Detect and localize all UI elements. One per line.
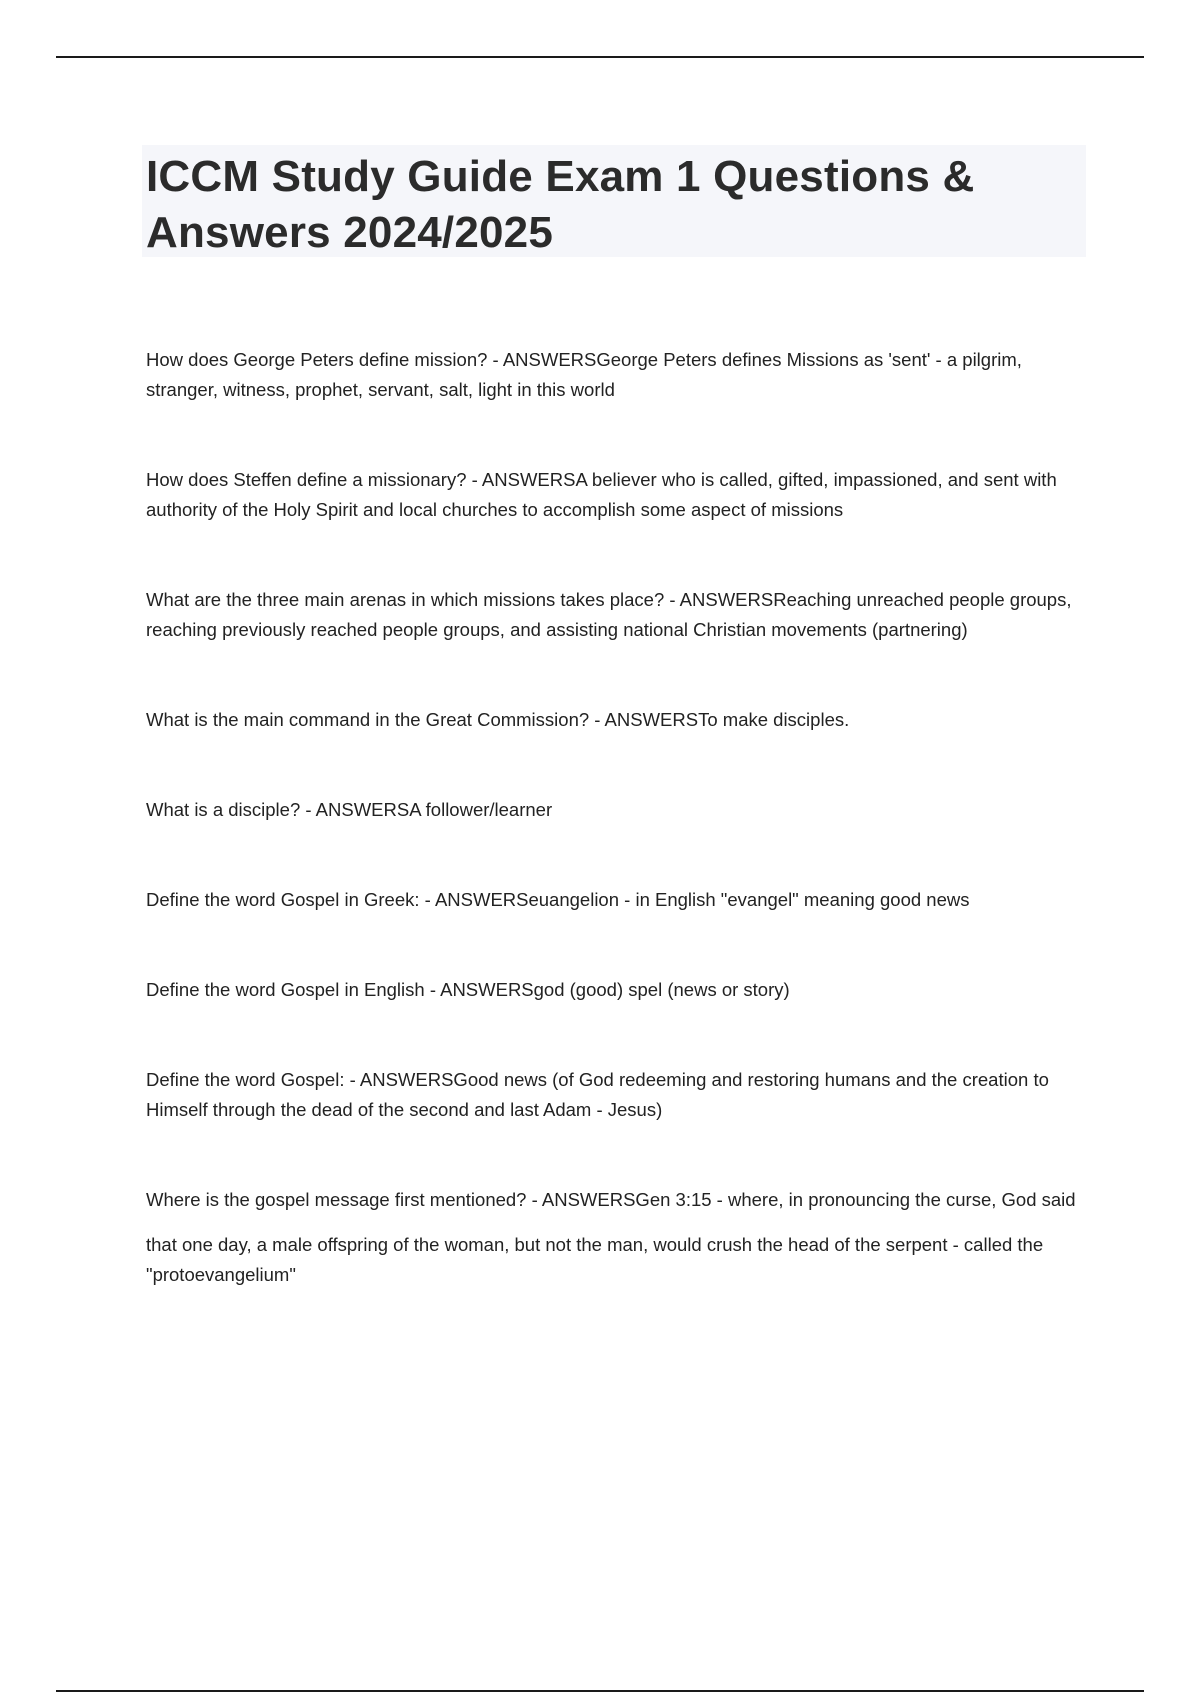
title-block — [142, 145, 1086, 257]
qa-list — [146, 345, 1096, 1290]
qa-item-2: How does Steffen define a missionary? - ANSWERSA believer who is called, gifted, impassioned, and sent with authority of the Holy Spirit and local churches to accomplish some aspect of missions — [146, 469, 1057, 520]
qa-item-8: Define the word Gospel: - ANSWERSGood news (of God redeeming and restoring humans and the creation to Himself through the dead of the second and last Adam - Jesus) — [146, 1069, 1049, 1120]
bottom-rule — [56, 1690, 1144, 1692]
qa-item-9: Where is the gospel message first mentioned? - ANSWERSGen 3:15 - where, in pronouncing the curse, God said — [146, 1189, 1076, 1210]
qa-item-7: Define the word Gospel in English - ANSWERSgod (good) spel (news or story) — [146, 979, 790, 1000]
qa-item-4: What is the main command in the Great Commission? - ANSWERSTo make disciples. — [146, 709, 850, 730]
page-title: ICCM Study Guide Exam 1 Questions & Answers 2024/2025 — [146, 152, 975, 257]
qa-item-9-continuation: that one day, a male offspring of the woman, but not the man, would crush the head of the serpent - called the "protoevangelium" — [146, 1234, 1044, 1285]
top-rule — [56, 56, 1144, 58]
qa-item-5: What is a disciple? - ANSWERSA follower/learner — [146, 799, 553, 820]
qa-item-3: What are the three main arenas in which missions takes place? - ANSWERSReaching unreached people groups, reaching previously reached people groups, and assisting national Christian movements (partnering) — [146, 589, 1072, 640]
qa-item-6: Define the word Gospel in Greek: - ANSWERSeuangelion - in English "evangel" meaning good news — [146, 889, 970, 910]
qa-item-1: How does George Peters define mission? - ANSWERSGeorge Peters defines Missions as 'sent' - a pilgrim, stranger, witness, prophet, servant, salt, light in this world — [146, 349, 1022, 400]
